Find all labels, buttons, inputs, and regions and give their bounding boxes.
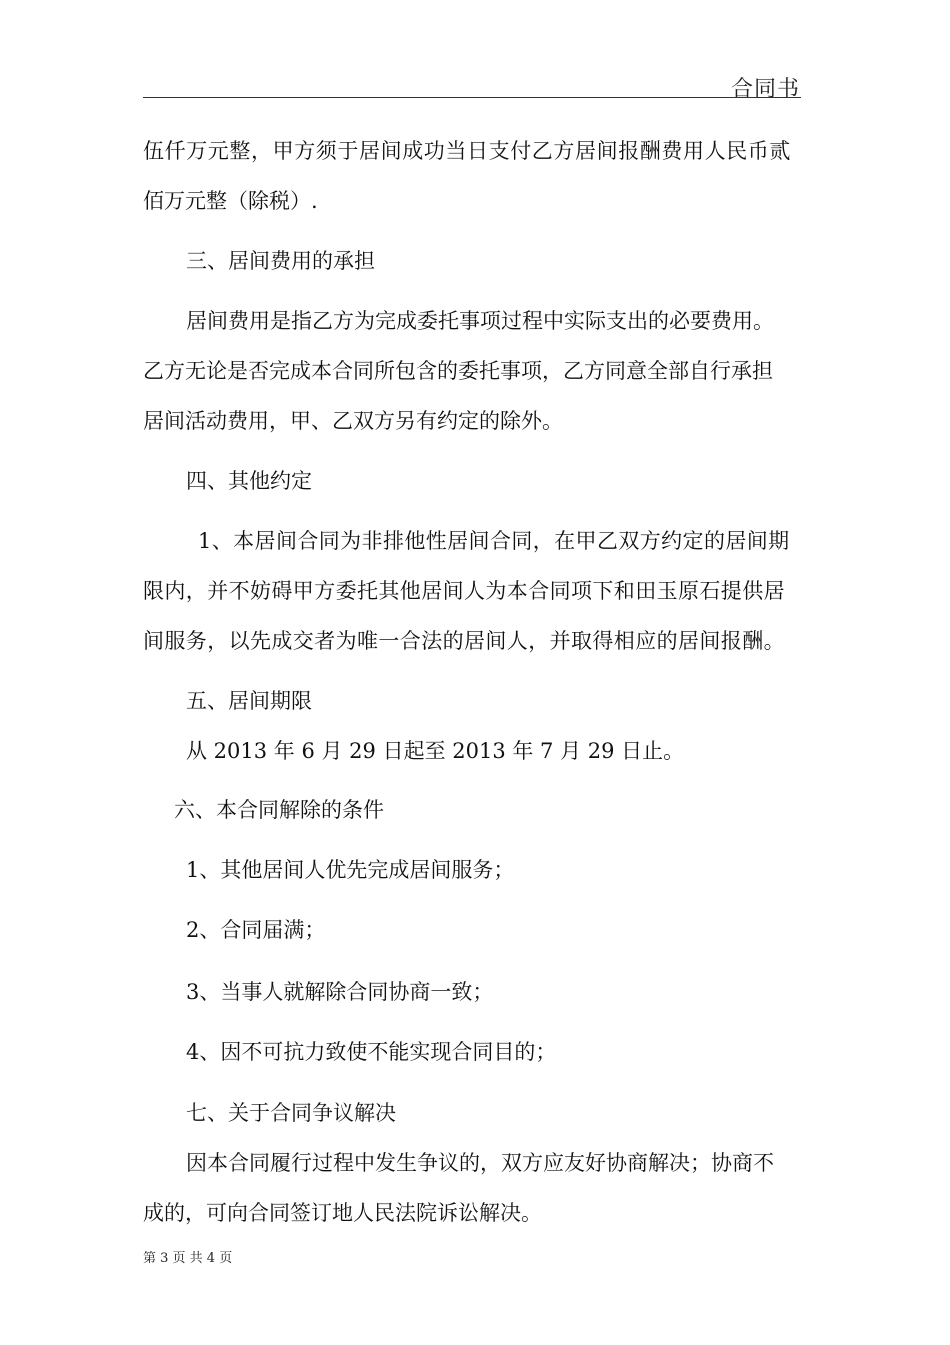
paragraph-line: 限内，并不妨碍甲方委托其他居间人为本合同项下和田玉原石提供居 — [143, 579, 785, 603]
paragraph-line: 成的，可向合同签订地人民法院诉讼解决。 — [143, 1201, 542, 1225]
list-item: 4、因不可抗力致使不能实现合同目的； — [186, 1040, 557, 1064]
list-item: 3、当事人就解除合同协商一致； — [186, 980, 494, 1004]
header-divider — [143, 97, 801, 98]
section-heading: 五、居间期限 — [186, 689, 312, 713]
paragraph-line: 居间费用是指乙方为完成委托事项过程中实际支出的必要费用。 — [186, 309, 774, 333]
section-heading: 三、居间费用的承担 — [186, 249, 375, 273]
paragraph-line: 1、本居间合同为非排他性居间合同，在甲乙双方约定的居间期 — [198, 529, 790, 553]
paragraph-line: 从 2013 年 6 月 29 日起至 2013 年 7 月 29 日止。 — [186, 739, 685, 763]
list-item: 2、合同届满； — [186, 918, 326, 942]
paragraph-line: 因本合同履行过程中发生争议的，双方应友好协商解决；协商不 — [186, 1151, 774, 1175]
paragraph-line: 间服务，以先成交者为唯一合法的居间人，并取得相应的居间报酬。 — [143, 629, 785, 653]
paragraph-line: 佰万元整（除税）. — [143, 189, 318, 213]
section-heading: 四、其他约定 — [186, 469, 312, 493]
header-title: 合同书 — [730, 77, 800, 102]
paragraph-line: 伍仟万元整，甲方须于居间成功当日支付乙方居间报酬费用人民币贰 — [143, 139, 791, 163]
page-number-footer: 第 3 页 共 4 页 — [143, 1251, 233, 1266]
paragraph-line: 乙方无论是否完成本合同所包含的委托事项，乙方同意全部自行承担 — [143, 359, 773, 383]
paragraph-line: 居间活动费用，甲、乙双方另有约定的除外。 — [143, 409, 563, 433]
section-heading: 六、本合同解除的条件 — [174, 798, 384, 822]
list-item: 1、其他居间人优先完成居间服务； — [186, 858, 515, 882]
section-heading: 七、关于合同争议解决 — [186, 1101, 396, 1125]
